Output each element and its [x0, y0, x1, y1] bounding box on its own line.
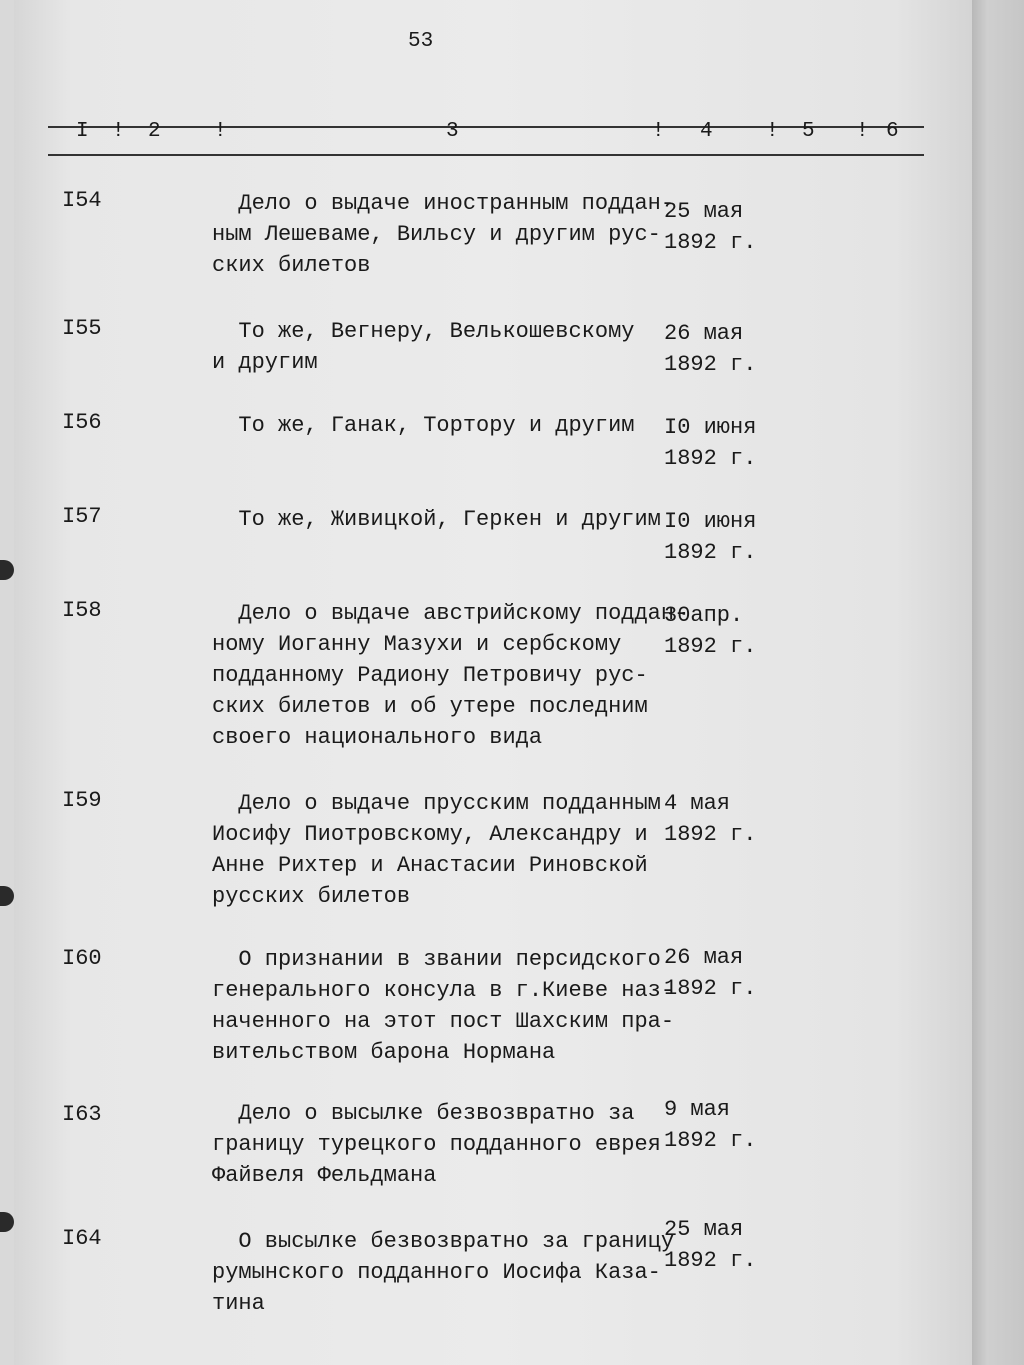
entry-number: I56 [62, 410, 102, 435]
description-line: ских билетов и об утере последним [212, 694, 648, 719]
description-line: границу турецкого подданного еврея [212, 1132, 661, 1157]
header-col-2: 2 [148, 120, 162, 143]
binding-hole [0, 560, 14, 580]
entry-date [664, 942, 794, 1004]
date-line: 1892 г. [664, 540, 757, 565]
date-line: 26 мая [664, 945, 744, 970]
description-line: Дело о выдаче прусским подданным [212, 791, 661, 816]
description-line: ным Лешеваме, Вильсу и другим рус- [212, 222, 661, 247]
date-line: 30апр. [664, 603, 744, 628]
date-line: 1892 г. [664, 446, 757, 471]
date-line: 1892 г. [664, 1128, 757, 1153]
page-number: 53 [408, 30, 434, 53]
header-col-4: 4 [700, 120, 714, 143]
description-line: своего национального вида [212, 725, 543, 750]
date-line: 4 мая [664, 791, 731, 816]
entry-number: I55 [62, 316, 102, 341]
header-col-5: 5 [802, 120, 816, 143]
entry-date [664, 1094, 794, 1156]
description-line: вительством барона Нормана [212, 1040, 556, 1065]
entry-description [212, 188, 675, 281]
entry-description [212, 504, 672, 535]
entry-number: I54 [62, 188, 102, 213]
description-line: подданному Радиону Петровичу рус- [212, 663, 648, 688]
entry-description [212, 944, 675, 1068]
header-sep: ! [856, 120, 870, 143]
date-line: 1892 г. [664, 230, 757, 255]
description-line: генерального консула в г.Киеве наз- [212, 978, 675, 1003]
entry-number: I57 [62, 504, 102, 529]
date-line: 1892 г. [664, 634, 757, 659]
entry-date [664, 1214, 794, 1276]
description-line: Дело о выдаче австрийскому поддан- [212, 601, 688, 626]
entry-description [212, 598, 688, 753]
entry-date [664, 318, 794, 380]
description-line: и другим [212, 350, 318, 375]
description-line: ному Иоганну Мазухи и сербскому [212, 632, 622, 657]
header-col-3: 3 [446, 120, 460, 143]
header-sep: ! [112, 120, 126, 143]
description-line: Анне Рихтер и Анастасии Риновской [212, 853, 648, 878]
table-top-rule [48, 126, 924, 128]
description-line: Дело о высылке безвозвратно за [212, 1101, 635, 1126]
entry-description [212, 788, 672, 912]
description-line: То же, Живицкой, Геркен и другим [212, 507, 661, 532]
date-line: 1892 г. [664, 822, 757, 847]
description-line: О высылке безвозвратно за границу [212, 1229, 675, 1254]
date-line: 1892 г. [664, 1248, 757, 1273]
entry-date [664, 412, 794, 474]
entry-number: I64 [62, 1226, 102, 1251]
binding-hole [0, 886, 14, 906]
date-line: I0 июня [664, 509, 757, 534]
binding-hole [0, 1212, 14, 1232]
entry-description [212, 1226, 675, 1319]
description-line: тина [212, 1291, 265, 1316]
entry-number: I58 [62, 598, 102, 623]
header-col-1: I [76, 120, 90, 143]
header-sep: ! [652, 120, 666, 143]
entry-number: I59 [62, 788, 102, 813]
date-line: 25 мая [664, 1217, 744, 1242]
entry-date [664, 196, 794, 258]
description-line: ских билетов [212, 253, 371, 278]
header-sep: ! [766, 120, 780, 143]
entry-date [664, 506, 794, 568]
date-line: I0 июня [664, 415, 757, 440]
entry-date [664, 788, 794, 850]
date-line: 9 мая [664, 1097, 731, 1122]
table-header-rule [48, 154, 924, 156]
entry-date [664, 600, 794, 662]
entry-description [212, 1098, 672, 1191]
description-line: То же, Вегнеру, Велькошевскому [212, 319, 635, 344]
header-col-6: 6 [886, 120, 900, 143]
entry-number: I60 [62, 946, 102, 971]
entry-description [212, 316, 672, 378]
date-line: 26 мая [664, 321, 744, 346]
header-sep: ! [214, 120, 228, 143]
date-line: 1892 г. [664, 976, 757, 1001]
description-line: Дело о выдаче иностранным поддан- [212, 191, 675, 216]
date-line: 1892 г. [664, 352, 757, 377]
description-line: Иосифу Пиотровскому, Александру и [212, 822, 648, 847]
description-line: То же, Ганак, Тортору и другим [212, 413, 635, 438]
description-line: русских билетов [212, 884, 411, 909]
description-line: Файвеля Фельдмана [212, 1163, 437, 1188]
page-edge-shadow [972, 0, 1024, 1365]
description-line: наченного на этот пост Шахским пра- [212, 1009, 675, 1034]
description-line: румынского подданного Иосифа Каза- [212, 1260, 661, 1285]
date-line: 25 мая [664, 199, 744, 224]
description-line: О признании в звании персидского [212, 947, 661, 972]
entry-number: I63 [62, 1102, 102, 1127]
entry-description [212, 410, 672, 441]
